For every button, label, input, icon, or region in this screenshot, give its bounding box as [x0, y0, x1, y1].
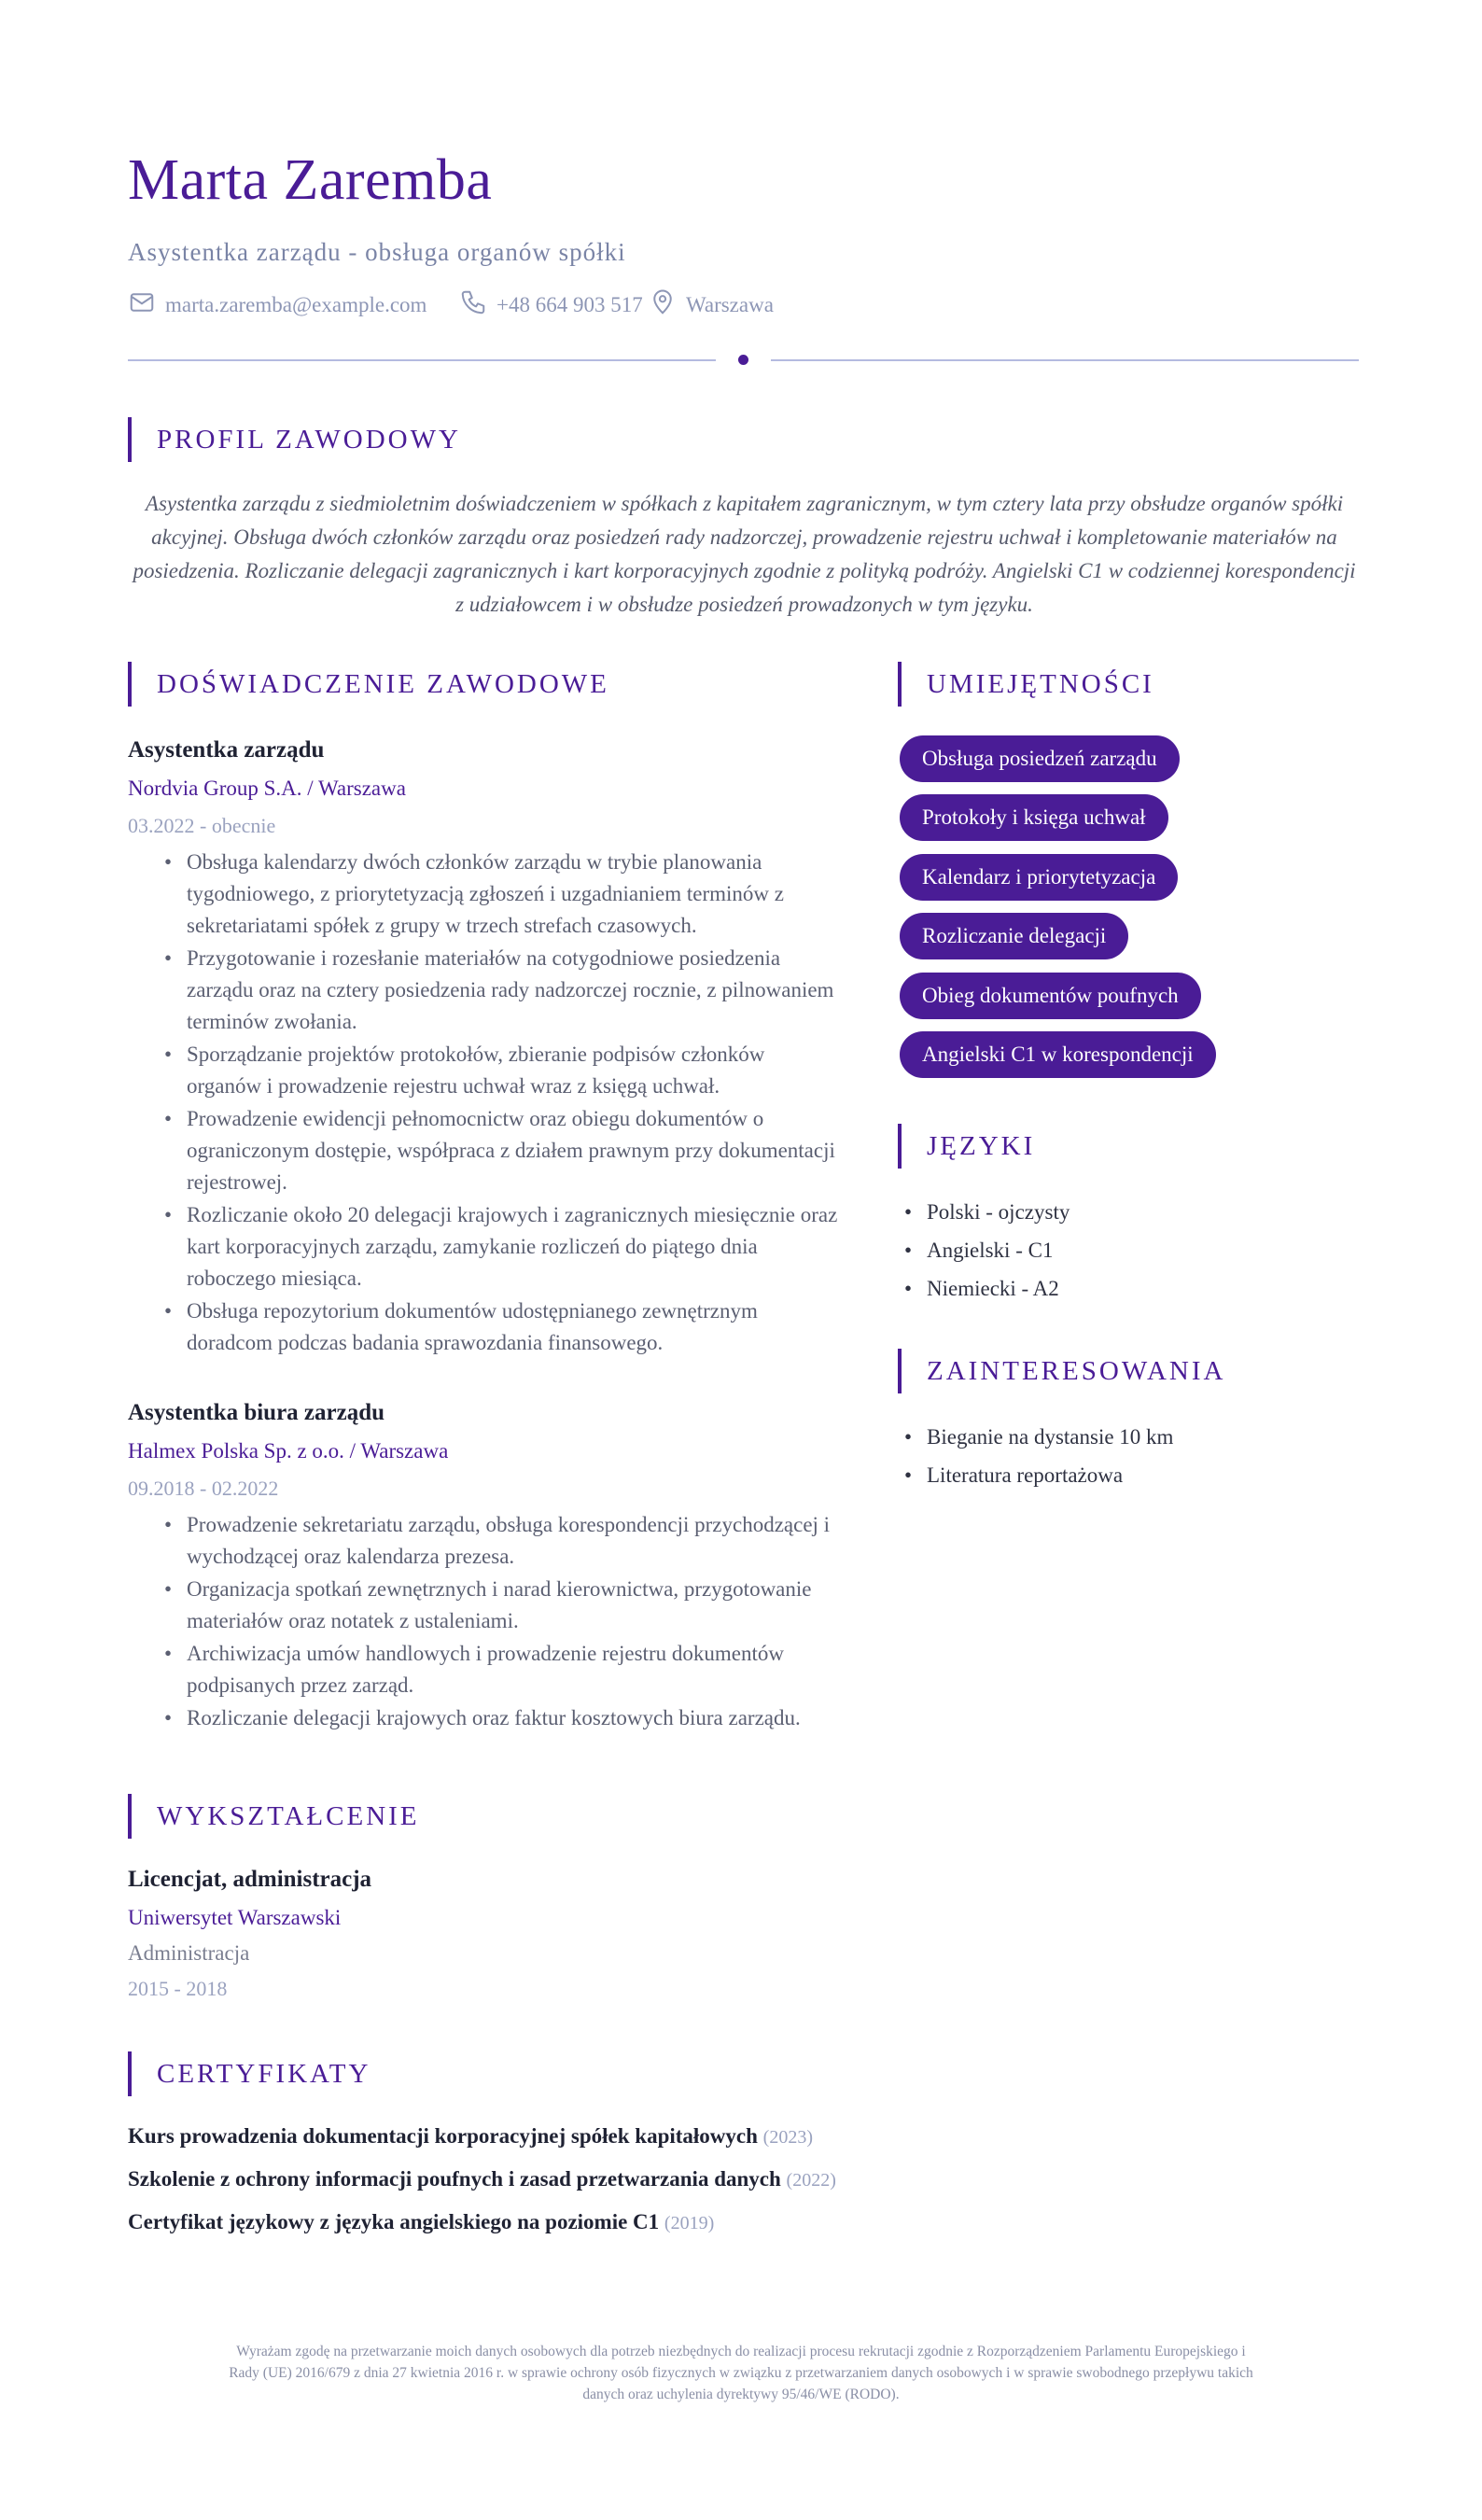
certificate-name: Certyfikat językowy z języka angielskiego na poziomie C1 — [128, 2210, 660, 2233]
certificate-item — [128, 2210, 714, 2234]
list-item: • Prowadzenie ewidencji pełnomocnictw oraz obiegu dokumentów o ograniczonym dostępie, współpraca z działem prawnym przy dokumentacji rejestrowej. — [187, 1103, 840, 1198]
list-item: • Bieganie na dystansie 10 km — [927, 1418, 1173, 1456]
list-item: • Archiwizacja umów handlowych i prowadzenie rejestru dokumentów podpisanych przez zarząd. — [187, 1638, 840, 1701]
certificate-year: (2023) — [762, 2127, 813, 2148]
job-title: Asystentka zarządu — [128, 737, 325, 763]
skill-tag: Obsługa posiedzeń zarządu — [900, 735, 1180, 782]
job-subtitle: Asystentka zarządu - obsługa organów spółki — [128, 238, 626, 266]
list-item: • Rozliczanie delegacji krajowych oraz faktur kosztowych biura zarządu. — [187, 1702, 840, 1734]
certificate-year: (2022) — [786, 2170, 836, 2191]
languages-list — [927, 1193, 1070, 1308]
mail-icon — [128, 288, 165, 322]
map-pin-icon — [649, 288, 686, 322]
divider-dot — [738, 355, 748, 365]
skill-tag: Angielski C1 w korespondencji — [900, 1031, 1216, 1078]
list-item: • Literatura reportażowa — [927, 1456, 1173, 1494]
job-duties-list — [187, 1509, 840, 1735]
job-dates: 03.2022 - obecnie — [128, 814, 276, 837]
header-divider-left — [128, 359, 716, 361]
job-duties-list — [187, 847, 840, 1360]
certificate-name: Kurs prowadzenia dokumentacji korporacyjnej spółek kapitałowych — [128, 2124, 758, 2148]
phone-text: +48 664 903 517 — [496, 293, 643, 316]
certificate-name: Szkolenie z ochrony informacji poufnych i zasad przetwarzania danych — [128, 2167, 781, 2191]
skill-tag: Protokoły i księga uchwał — [900, 794, 1168, 841]
interests-list — [927, 1418, 1173, 1494]
list-item: • Angielski - C1 — [927, 1231, 1070, 1269]
list-item: • Polski - ojczysty — [927, 1193, 1070, 1231]
email-text: marta.zaremba@example.com — [165, 293, 427, 316]
certificate-year: (2019) — [664, 2213, 715, 2233]
list-item: • Sporządzanie projektów protokołów, zbieranie podpisów członków organów i prowadzenie rejestru uchwał wraz z księgą uchwał. — [187, 1039, 840, 1102]
job-dates: 09.2018 - 02.2022 — [128, 1477, 279, 1500]
section-heading-languages: JĘZYKI — [898, 1124, 1035, 1169]
certificate-item — [128, 2124, 813, 2149]
contact-email[interactable] — [128, 289, 426, 321]
section-heading-profile: PROFIL ZAWODOWY — [128, 417, 461, 462]
list-item: • Organizacja spotkań zewnętrznych i narad kierownictwa, przygotowanie materiałów oraz notatek z ustaleniami. — [187, 1574, 840, 1637]
section-heading-interests: ZAINTERESOWANIA — [898, 1349, 1225, 1393]
contact-phone[interactable] — [459, 289, 643, 321]
phone-icon — [459, 288, 496, 322]
city-text: Warszawa — [686, 293, 774, 316]
education-degree: Licencjat, administracja — [128, 1867, 372, 1892]
list-item: • Rozliczanie około 20 delegacji krajowych i zagranicznych miesięcznie oraz kart korporacyjnych zarządu, zamykanie rozliczeń do piątego dnia roboczego miesiąca. — [187, 1199, 840, 1295]
education-field: Administracja — [128, 1941, 250, 1965]
gdpr-consent-clause: Wyrażam zgodę na przetwarzanie moich danych osobowych dla potrzeb niezbędnych do realizacji procesu rekrutacji zgodnie z Rozporządzeniem Parlamentu Europejskiego i Rady (UE) 2016/679 z dnia 27 kwietnia 2016 r. w sprawie ochrony osób fizycznych w związku z przetwarzaniem danych osobowych i w sprawie swobodnego przepływu takich danych oraz uchylenia dyrektywy 95/46/WE (RODO). — [229, 2344, 1253, 2402]
header-divider-right — [771, 359, 1359, 361]
certificate-item — [128, 2167, 836, 2191]
job-title: Asystentka biura zarządu — [128, 1400, 385, 1425]
contact-city — [649, 289, 774, 321]
list-item: • Przygotowanie i rozesłanie materiałów na cotygodniowe posiedzenia zarządu oraz na cztery posiedzenia rady nadzorczej rocznie, z pilnowaniem terminów zwołania. — [187, 943, 840, 1038]
list-item: • Niemiecki - A2 — [927, 1269, 1070, 1308]
section-heading-experience: DOŚWIADCZENIE ZAWODOWE — [128, 662, 609, 707]
list-item: • Prowadzenie sekretariatu zarządu, obsługa korespondencji przychodzącej i wychodzącej oraz kalendarza prezesa. — [187, 1509, 840, 1573]
section-heading-certificates: CERTYFIKATY — [128, 2051, 370, 2096]
skill-tag: Obieg dokumentów poufnych — [900, 973, 1201, 1019]
list-item: • Obsługa kalendarzy dwóch członków zarządu w trybie planowania tygodniowego, z priorytetyzacją zgłoszeń i uzgadnianiem terminów z sekretariatami spółek z grupy w trzech strefach czasowych. — [187, 847, 840, 942]
section-heading-education: WYKSZTAŁCENIE — [128, 1794, 420, 1839]
skill-tag: Rozliczanie delegacji — [900, 913, 1128, 959]
candidate-name: Marta Zaremba — [128, 148, 493, 212]
education-dates: 2015 - 2018 — [128, 1977, 228, 2000]
list-item: • Obsługa repozytorium dokumentów udostępnianego zewnętrznym doradcom podczas badania sprawozdania finansowego. — [187, 1295, 840, 1359]
job-company: Halmex Polska Sp. z o.o. / Warszawa — [128, 1439, 449, 1463]
skill-tag: Kalendarz i priorytetyzacja — [900, 854, 1178, 901]
section-heading-skills: UMIEJĘTNOŚCI — [898, 662, 1154, 707]
job-company: Nordvia Group S.A. / Warszawa — [128, 777, 406, 800]
education-school: Uniwersytet Warszawski — [128, 1906, 342, 1929]
profile-summary: Asystentka zarządu z siedmioletnim doświadczeniem w spółkach z kapitałem zagranicznym, w tym cztery lata przy obsłudze organów spółki akcyjnej. Obsługa dwóch członków zarządu oraz posiedzeń rady nadzorczej, prowadzenie rejestru uchwał i kompletowanie materiałów na posiedzenia. Rozliczanie delegacji zagranicznych i kart korporacyjnych zgodnie z polityką podróży. Angielski C1 w codziennej korespondencji z udziałowcem i w obsłudze posiedzeń prowadzonych w tym języku. — [133, 492, 1356, 616]
